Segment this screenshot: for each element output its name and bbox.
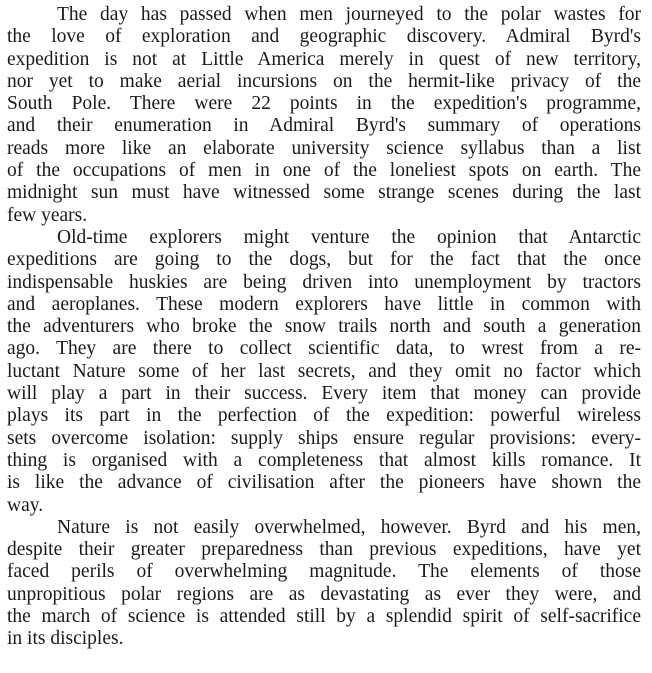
text-line: few years. xyxy=(7,204,88,226)
text-line: way. xyxy=(7,494,44,516)
text-line: the adventurers who broke the snow trails north and south a generation xyxy=(7,316,641,338)
paragraph xyxy=(7,517,641,651)
text-line: expedition is not at Little America merely in quest of new territory, xyxy=(7,48,641,70)
text-line: The day has passed when men journeyed to the polar wastes for xyxy=(57,4,641,25)
text-line: sets overcome isolation: supply ships ensure regular provisions: every- xyxy=(7,427,641,449)
text-line: is like the advance of civilisation after the pioneers have shown the xyxy=(7,472,641,494)
text-line: will play a part in their success. Every item that money can provide xyxy=(7,383,641,405)
text-line: and aeroplanes. These modern explorers have little in common with xyxy=(7,293,641,315)
text-line: expeditions are going to the dogs, but for the fact that the once xyxy=(7,249,641,271)
text-line: reads more like an elaborate university science syllabus than a list xyxy=(7,137,641,159)
text-line: midnight sun must have witnessed some strange scenes during the last xyxy=(7,182,641,204)
text-line: indispensable huskies are being driven into unemployment by tractors xyxy=(7,271,641,293)
text-line: thing is organised with a completeness that almost kills romance. It xyxy=(7,449,641,471)
text-line: luctant Nature some of her last secrets, and they omit no factor which xyxy=(7,360,641,382)
paragraph xyxy=(7,227,641,517)
text-line: Old-time explorers might venture the opinion that Antarctic xyxy=(57,226,641,248)
text-line: despite their greater preparedness than previous expeditions, have yet xyxy=(7,539,641,561)
text-line: of the occupations of men in one of the loneliest spots on earth. The xyxy=(7,160,641,182)
text-line: ago. They are there to collect scientific data, to wrest from a re- xyxy=(7,338,641,360)
text-line: the love of exploration and geographic discovery. Admiral Byrd's xyxy=(7,26,641,48)
text-line: plays its part in the perfection of the expedition: powerful wireless xyxy=(7,405,641,427)
text-line: and their enumeration in Admiral Byrd's summary of operations xyxy=(7,115,641,137)
text-line: nor yet to make aerial incursions on the hermit-like privacy of the xyxy=(7,70,641,92)
text-line: Nature is not easily overwhelmed, however. Byrd and his men, xyxy=(57,516,641,538)
article-text xyxy=(7,4,641,651)
text-line: faced perils of overwhelming magnitude. The elements of those xyxy=(7,561,641,583)
text-line: unpropitious polar regions are as devastating as ever they were, and xyxy=(7,583,641,605)
paragraph xyxy=(7,4,641,227)
text-line: South Pole. There were 22 points in the expedition's programme, xyxy=(7,93,641,115)
text-line: in its disciples. xyxy=(7,628,124,650)
text-line: the march of science is attended still by a splendid spirit of self-sacrifice xyxy=(7,606,641,628)
